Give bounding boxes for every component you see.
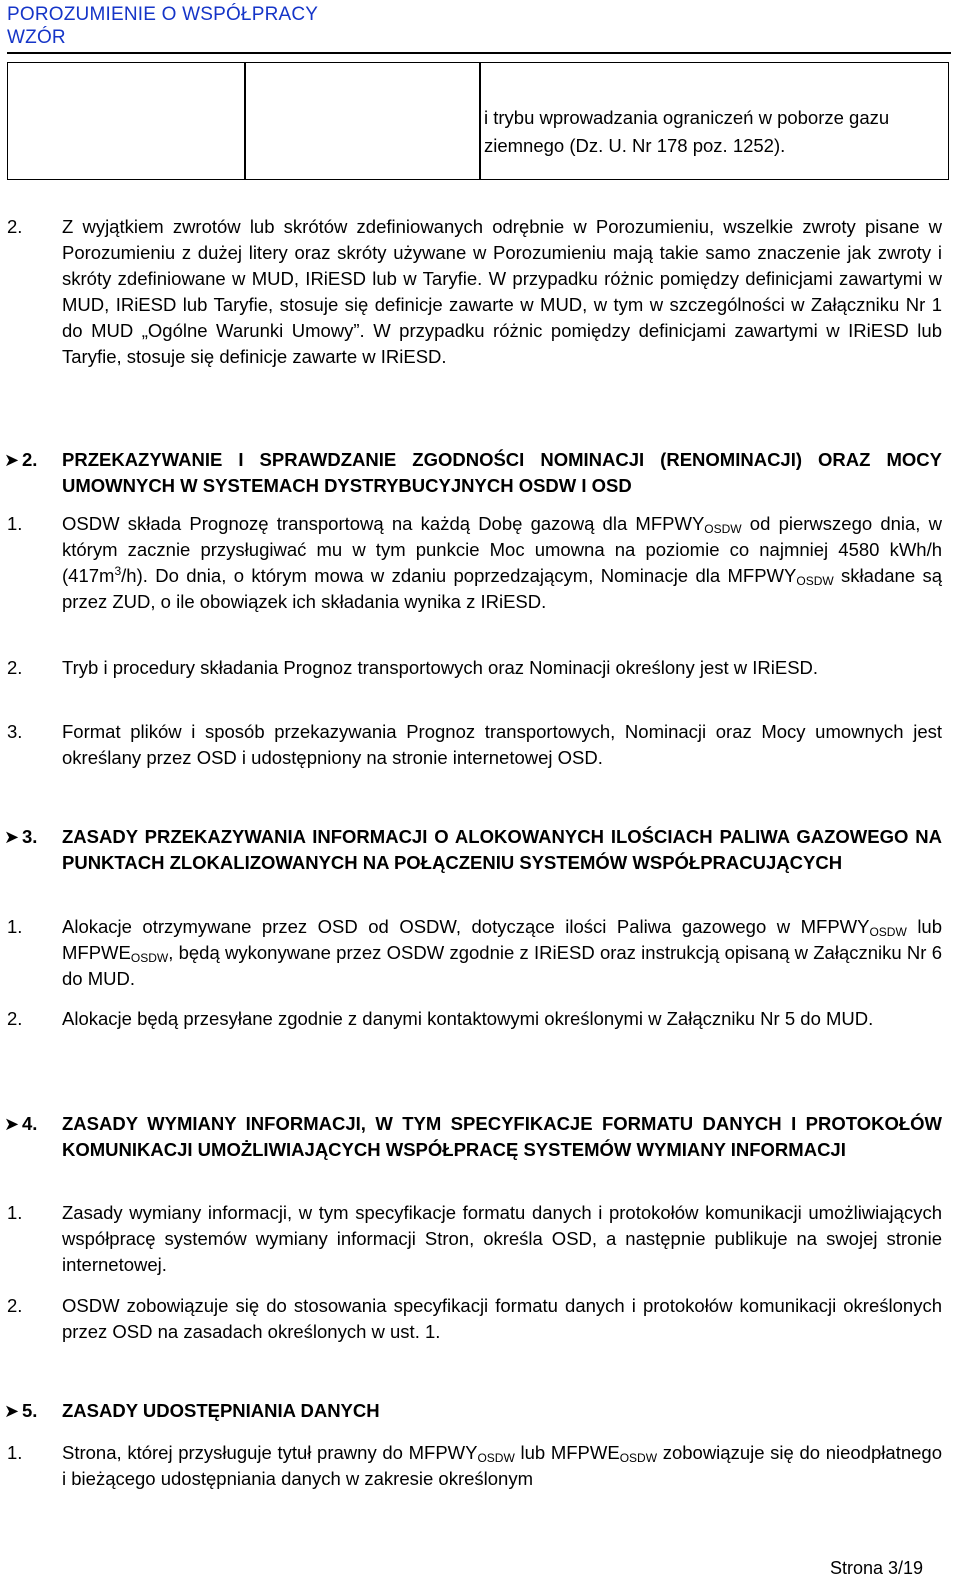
definitions-table-fragment (7, 62, 949, 180)
item-number: 3. (7, 721, 23, 742)
item-number: 2. (7, 1295, 23, 1316)
item-number: 2. (7, 657, 23, 678)
paragraph: Format plików i sposób przekazywania Prognoz transportowych, Nominacji oraz Mocy umownych jest określany przez OSD i udostępniony na stronie internetowej OSD. (62, 721, 942, 768)
section-heading: PRZEKAZYWANIE I SPRAWDZANIE ZGODNOŚCI NOMINACJI (RENOMINACJI) ORAZ MOCY UMOWNYCH W SYSTEMACH DYSTRYBUCYJNYCH OSDW I OSD (62, 449, 942, 496)
paragraph: Tryb i procedury składania Prognoz transportowych oraz Nominacji określony jest w IRiESD. (62, 657, 819, 678)
section-arrow-icon: ➤ (4, 827, 20, 847)
section-number: 5. (22, 1400, 38, 1421)
item-number: 2. (7, 1008, 23, 1029)
section-arrow-icon: ➤ (4, 1114, 20, 1134)
paragraph: Alokacje otrzymywane przez OSD od OSDW, dotyczące ilości Paliwa gazowego w $MFPWY_{OSDW}$ lub $MFPWE_{OSDW}$, będą wykonywane przez OSDW zgodnie z IRiESD oraz instrukcją opisaną w Załączniku Nr 6 do MUD. (62, 916, 943, 989)
section-number: 4. (22, 1113, 38, 1134)
document-title: POROZUMIENIE O WSPÓŁPRACY (7, 4, 319, 25)
paragraph: Alokacje będą przesyłane zgodnie z danymi kontaktowymi określonymi w Załączniku Nr 5 do MUD. (62, 1008, 874, 1029)
table-column-divider (244, 63, 246, 179)
section-heading: ZASADY UDOSTĘPNIANIA DANYCH (62, 1400, 380, 1421)
item-number: 1. (7, 1442, 23, 1463)
section-number: 3. (22, 826, 38, 847)
section-heading: ZASADY WYMIANY INFORMACJI, W TYM SPECYFIKACJE FORMATU DANYCH I PROTOKOŁÓW KOMUNIKACJI UMOŻLIWIAJĄCYCH WSPÓŁPRACĘ SYSTEMÓW WYMIANY INFORMACJI (62, 1113, 942, 1160)
paragraph: OSDW składa Prognozę transportową na każdą Dobę gazową dla $MFPWY_{OSDW}$ od pierwszego dnia, w którym zacznie przysługiwać mu w tym punkcie Moc umowna na poziomie co najmniej 4580 kWh/h $(417m^3/h)$. Do dnia, o którym mowa w zdaniu poprzedzającym, Nominacje dla $MFPWY_{OSDW}$ składane są przez ZUD, o ile obowiązek ich składania wynika z IRiESD. (62, 513, 943, 612)
page-number: Strona 3/19 (830, 1558, 924, 1578)
section-number: 2. (22, 449, 38, 470)
paragraph: Strona, której przysługuje tytuł prawny do $MFPWY_{OSDW}$ lub $MFPWE_{OSDW}$ zobowiązuje się do nieodpłatnego i bieżącego udostępniania danych w zakresie określonym (62, 1442, 942, 1489)
item-number: 1. (7, 1202, 23, 1223)
section-arrow-icon: ➤ (4, 450, 20, 470)
header-rule (7, 52, 951, 54)
table-column-divider (479, 63, 481, 179)
section-arrow-icon: ➤ (4, 1401, 20, 1421)
paragraph-definitions: Z wyjątkiem zwrotów lub skrótów zdefiniowanych odrębnie w Porozumieniu, wszelkie zwroty pisane w Porozumieniu z dużej litery oraz skróty używane w Porozumieniu mają takie samo znaczenie jak zwroty i skróty zdefiniowane w MUD, IRiESD lub w Taryfie. W przypadku różnic pomiędzy definicjami zawartymi w MUD, IRiESD lub Taryfie, stosuje się definicje zawarte w MUD, w tym w szczególności w Załączniku Nr 1 do MUD „Ogólne Warunki Umowy”. W przypadku różnic pomiędzy definicjami zawartymi w IRiESD lub Taryfie, stosuje się definicje zawarte w IRiESD. (62, 216, 942, 367)
document-subtitle: WZÓR (7, 27, 66, 48)
item-number: 1. (7, 916, 23, 937)
item-number: 1. (7, 513, 23, 534)
item-number: 2. (7, 216, 23, 237)
paragraph: OSDW zobowiązuje się do stosowania specyfikacji formatu danych i protokołów komunikacji określonych przez OSD na zasadach określonych w ust. 1. (62, 1295, 942, 1342)
section-heading: ZASADY PRZEKAZYWANIA INFORMACJI O ALOKOWANYCH ILOŚCIACH PALIWA GAZOWEGO NA PUNKTACH ZLOKALIZOWANYCH NA POŁĄCZENIU SYSTEMÓW WSPÓŁPRACUJĄCYCH (62, 826, 942, 873)
document-header (7, 3, 951, 49)
paragraph: Zasady wymiany informacji, w tym specyfikacje formatu danych i protokołów komunikacji umożliwiających współpracę systemów wymiany informacji Stron, określa OSD, a następnie publikuje na swojej stronie internetowej. (62, 1202, 942, 1275)
table-cell: i trybu wprowadzania ograniczeń w poborze gazu ziemnego (Dz. U. Nr 178 poz. 1252). (484, 107, 890, 156)
